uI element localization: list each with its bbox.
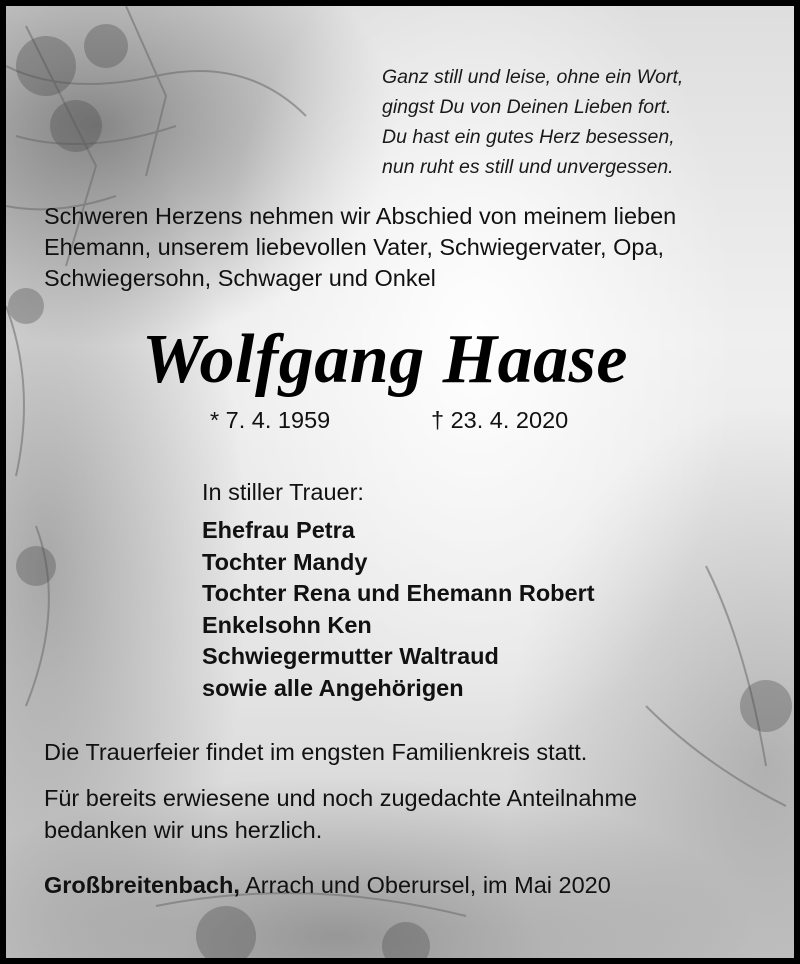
poem-line: gingst Du von Deinen Lieben fort. [382,96,672,118]
mourners-list [202,515,595,704]
place-and-date [44,869,611,901]
poem-line: Du hast ein gutes Herz besessen, [382,126,675,148]
funeral-note: Die Trauerfeier findet im engsten Familienkreis statt. [44,739,588,765]
mourner: Tochter Mandy [202,548,368,575]
thanks-line: Für bereits erwiesene und noch zugedachte Anteilnahme [44,785,638,811]
place-main: Großbreitenbach, [44,872,240,898]
poem-line: nun ruht es still und unvergessen. [382,156,674,178]
intro-line: Schwiegersohn, Schwager und Onkel [44,265,436,291]
poem [382,62,683,182]
thanks-text [44,783,637,846]
place-rest: Arrach und Oberursel, im Mai 2020 [239,872,611,898]
intro-line: Ehemann, unserem liebevollen Vater, Schwiegervater, Opa, [44,234,665,260]
mourner: Ehefrau Petra [202,517,355,543]
mourner: Schwiegermutter Waltraud [202,643,499,669]
intro-line: Schweren Herzens nehmen wir Abschied von meinem lieben [44,203,677,229]
poem-line: Ganz still und leise, ohne ein Wort, [382,66,684,88]
mourner: Enkelsohn Ken [202,611,372,638]
deceased-name: Wolfgang Haase [142,321,628,398]
thanks-line: bedanken wir uns herzlich. [44,816,323,843]
birth-date: * 7. 4. 1959 [210,407,331,433]
mourner: Tochter Rena und Ehemann Robert [202,580,595,606]
mourning-label: In stiller Trauer: [202,479,364,505]
death-date: † 23. 4. 2020 [431,407,569,433]
intro-text [44,201,676,294]
mourner: sowie alle Angehörigen [202,674,464,701]
